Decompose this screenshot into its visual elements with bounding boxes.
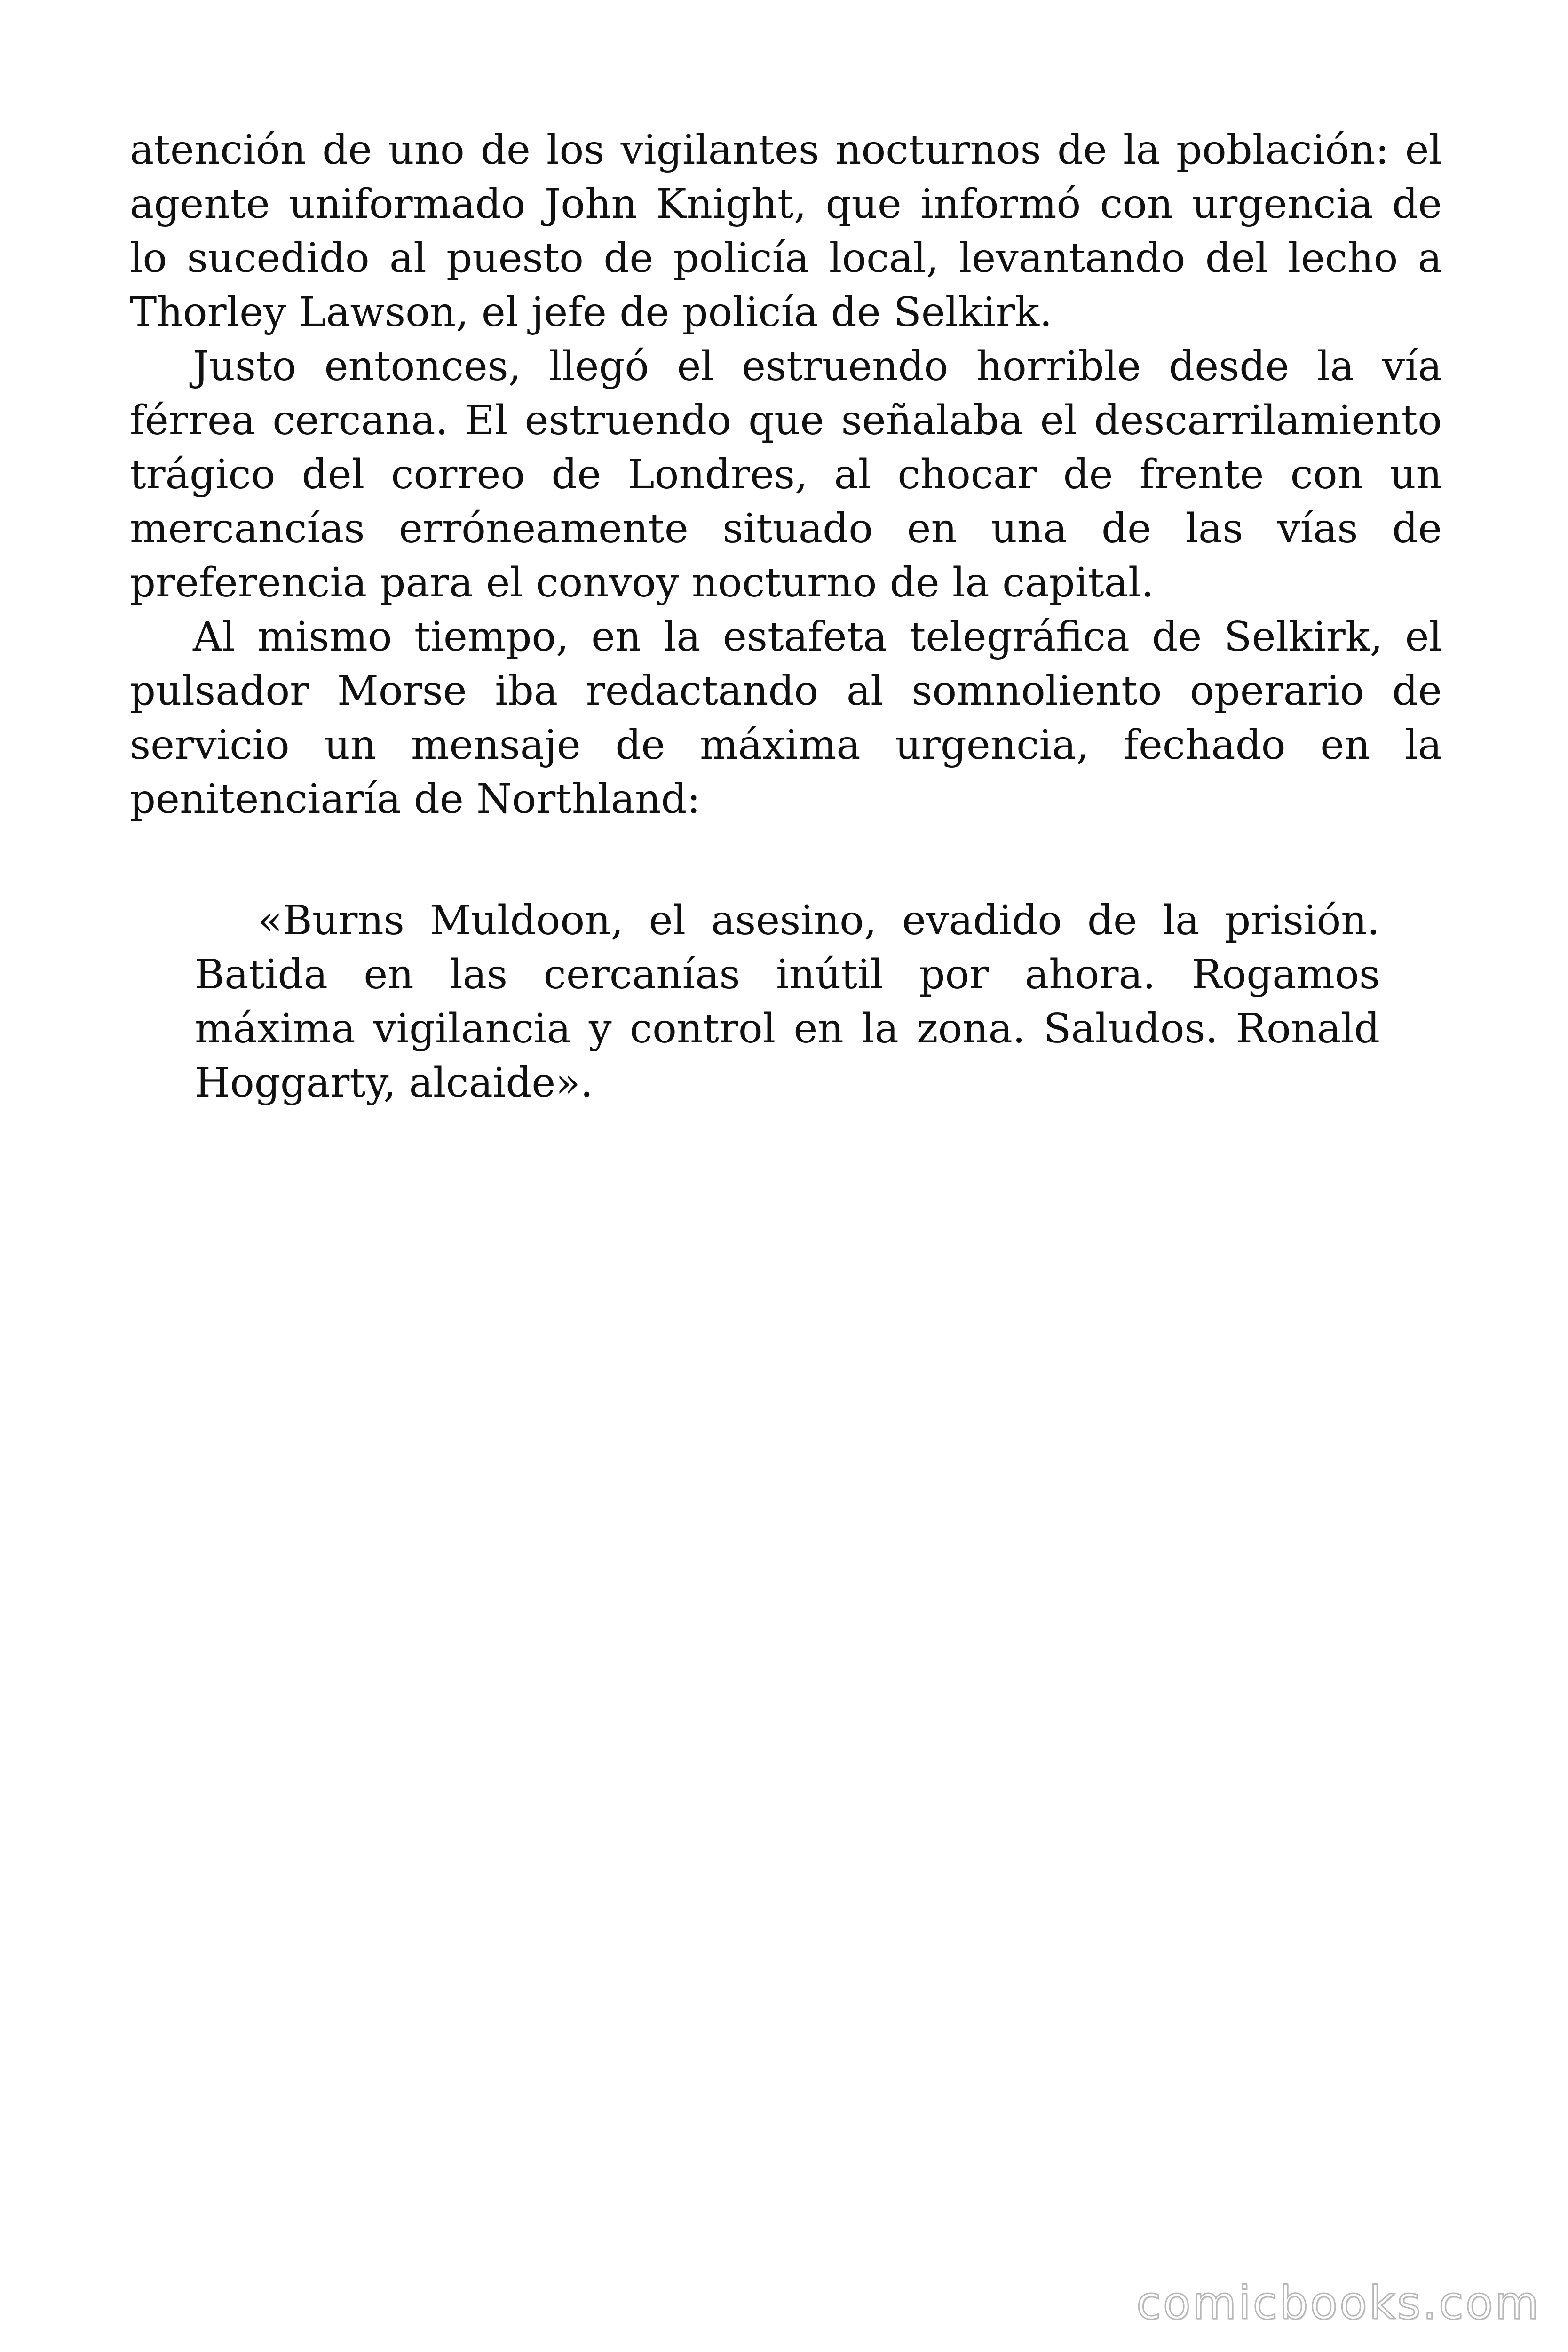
body-text — [130, 123, 1442, 826]
paragraph-continuation: atención de uno de los vigilantes nocturnos de la población: el agente uniformado John Knight, que informó con urgencia de lo sucedido al puesto de policía local, levantando del lecho a Thorley Lawson, el jefe de policía de Selkirk. — [130, 127, 1442, 336]
paragraph-derailment: Justo entonces, llegó el estruendo horrible desde la vía férrea cercana. El estruendo que señalaba el descarrilamiento trágico del correo de Londres, al chocar de frente con un mercancías erróneamente situado en una de las vías de preferencia para el convoy nocturno de la capital. — [130, 343, 1442, 606]
telegram-quote: «Burns Muldoon, el asesino, evadido de la prisión. Batida en las cercanías inútil por ahora. Rogamos máxima vigilancia y control en la zona. Saludos. Ronald Hoggarty, alcaide». — [195, 897, 1380, 1106]
paragraph-telegraph: Al mismo tiempo, en la estafeta telegráfica de Selkirk, el pulsador Morse iba redactando al somnoliento operario de servicio un mensaje de máxima urgencia, fechado en la penitenciaría de Northland: — [130, 613, 1442, 823]
watermark: comicbooks.com — [1136, 2277, 1541, 2329]
